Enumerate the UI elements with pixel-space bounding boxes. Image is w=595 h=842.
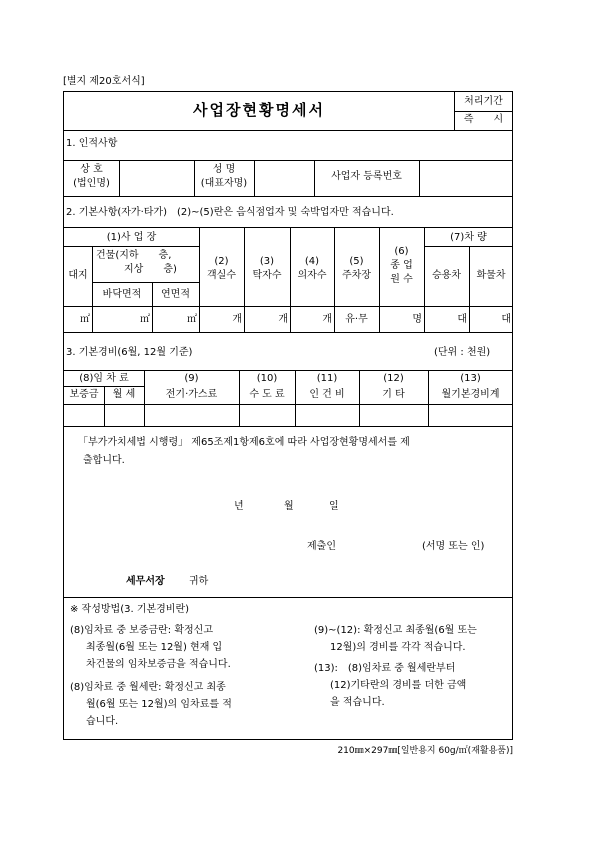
rooms-header-num: (2) xyxy=(214,256,229,267)
water-header: 수 도 료 xyxy=(249,389,285,400)
declaration-line-1: 「부가가치세법 시행령」 제65조제1항제6호에 따라 사업장현황명세서를 제 xyxy=(78,437,410,448)
land-header: 대지 xyxy=(68,270,88,281)
other-header-num: (12) xyxy=(383,373,404,384)
business-site-header: (1)사 업 장 xyxy=(106,232,157,243)
registration-number-label: 사업자 등록번호 xyxy=(331,171,402,182)
signature-label: (서명 또는 인) xyxy=(422,541,485,552)
company-name-field[interactable] xyxy=(120,161,193,195)
section3-unit: (단위 : 천원) xyxy=(434,347,491,358)
section1-heading: 1. 인적사항 xyxy=(66,138,118,149)
instr-deposit-1: (8)임차료 중 보증금란: 확정신고 xyxy=(70,625,213,636)
building-header-sub: 지상 층) xyxy=(124,264,177,275)
vehicles-header: (7)차 량 xyxy=(450,232,487,243)
representative-name-field[interactable] xyxy=(255,161,313,195)
utilities-header: 전기·가스료 xyxy=(165,389,218,400)
truck-header: 화물차 xyxy=(476,270,506,281)
parking-header: 주차장 xyxy=(342,270,371,281)
submitter-label: 제출인 xyxy=(307,541,336,552)
deposit-header: 보증금 xyxy=(69,389,99,400)
water-header-num: (10) xyxy=(256,373,278,384)
rent-header: (8)임 차 료 xyxy=(79,373,129,384)
form-number-label: [별지 제20호서식] xyxy=(63,76,145,87)
representative-label: 성 명 xyxy=(212,164,236,175)
unit-rooms: 개 xyxy=(232,314,242,325)
instr-expenses-2: 12월)의 경비를 각각 적습니다. xyxy=(330,642,466,653)
instr-total-2: (12)기타란의 경비를 더한 금액 xyxy=(330,680,467,691)
processing-period-value: 즉 시 xyxy=(463,114,504,125)
unit-total-area: ㎡ xyxy=(187,314,197,325)
section3-heading: 3. 기본경비(6월, 12월 기준) xyxy=(66,347,193,358)
tables-header-num: (3) xyxy=(259,256,275,267)
instr-monthly-1: (8)임차료 중 월세란: 확정신고 최종 xyxy=(70,682,226,693)
paper-spec-footer: 210㎜×297㎜[일반용지 60g/㎡(재활용품)] xyxy=(337,746,513,756)
instr-expenses-1: (9)~(12): 확정신고 최종월(6월 또는 xyxy=(314,625,477,636)
instr-total-3: 을 적습니다. xyxy=(330,697,385,708)
employees-header-sub: 원 수 xyxy=(390,274,413,285)
monthly-rent-header: 월 세 xyxy=(112,389,136,400)
registration-number-field[interactable] xyxy=(420,161,512,195)
addressee-label: 귀하 xyxy=(189,576,209,587)
form-frame xyxy=(63,91,513,740)
declaration-line-2: 출합니다. xyxy=(83,455,125,466)
instr-deposit-3: 차건물의 임차보증금을 적습니다. xyxy=(86,659,231,670)
parking-header-num: (5) xyxy=(349,256,364,267)
employees-header: 종 업 xyxy=(390,260,413,271)
processing-period-label: 처리기간 xyxy=(464,96,503,107)
tables-header: 탁자수 xyxy=(252,270,282,281)
instr-total-1: (13): (8)임차료 중 월세란부터 xyxy=(314,663,456,674)
unit-car: 대 xyxy=(457,314,467,325)
building-header: 건물(지하 층, xyxy=(96,250,172,261)
total-header: 월기본경비계 xyxy=(441,389,500,400)
floor-area-header: 바닥면적 xyxy=(102,289,142,300)
date-year: 년 xyxy=(234,501,244,512)
tax-office-label: 세무서장 xyxy=(126,576,165,587)
chairs-header-num: (4) xyxy=(304,256,320,267)
unit-land: ㎡ xyxy=(80,314,90,325)
employees-header-num: (6) xyxy=(394,246,409,257)
instr-monthly-2: 월(6월 또는 12월)의 임차료를 적 xyxy=(86,699,232,710)
other-header: 기 타 xyxy=(382,389,405,400)
company-name-label-sub: (법인명) xyxy=(73,178,110,189)
instr-deposit-2: 최종월(6월 또는 12월) 현재 입 xyxy=(86,642,223,653)
rooms-header: 객실수 xyxy=(207,270,236,281)
labor-header: 인 건 비 xyxy=(309,389,345,400)
representative-label-sub: (대표자명) xyxy=(200,178,248,189)
section2-heading: 2. 기본사항(자가·타가) (2)~(5)란은 음식점업자 및 숙박업자만 적습니다. xyxy=(66,207,394,218)
date-month: 월 xyxy=(284,501,294,512)
instructions-heading: ※ 작성방법(3. 기본경비란) xyxy=(70,604,190,615)
unit-chairs: 개 xyxy=(322,314,332,325)
date-day: 일 xyxy=(329,501,339,512)
unit-tables: 개 xyxy=(278,314,288,325)
form-title: 사업장현황명세서 xyxy=(193,101,325,119)
instr-monthly-3: 습니다. xyxy=(86,716,119,727)
total-header-num: (13) xyxy=(460,373,481,384)
unit-parking: 유·무 xyxy=(345,314,368,325)
unit-truck: 대 xyxy=(501,314,511,325)
utilities-header-num: (9) xyxy=(184,373,199,384)
car-header: 승용차 xyxy=(432,270,461,281)
unit-floor-area: ㎡ xyxy=(140,314,150,325)
chairs-header: 의자수 xyxy=(297,270,327,281)
company-name-label: 상 호 xyxy=(80,164,103,175)
total-area-header: 연면적 xyxy=(161,289,190,300)
labor-header-num: (11) xyxy=(316,373,338,384)
unit-employees: 명 xyxy=(412,314,422,325)
